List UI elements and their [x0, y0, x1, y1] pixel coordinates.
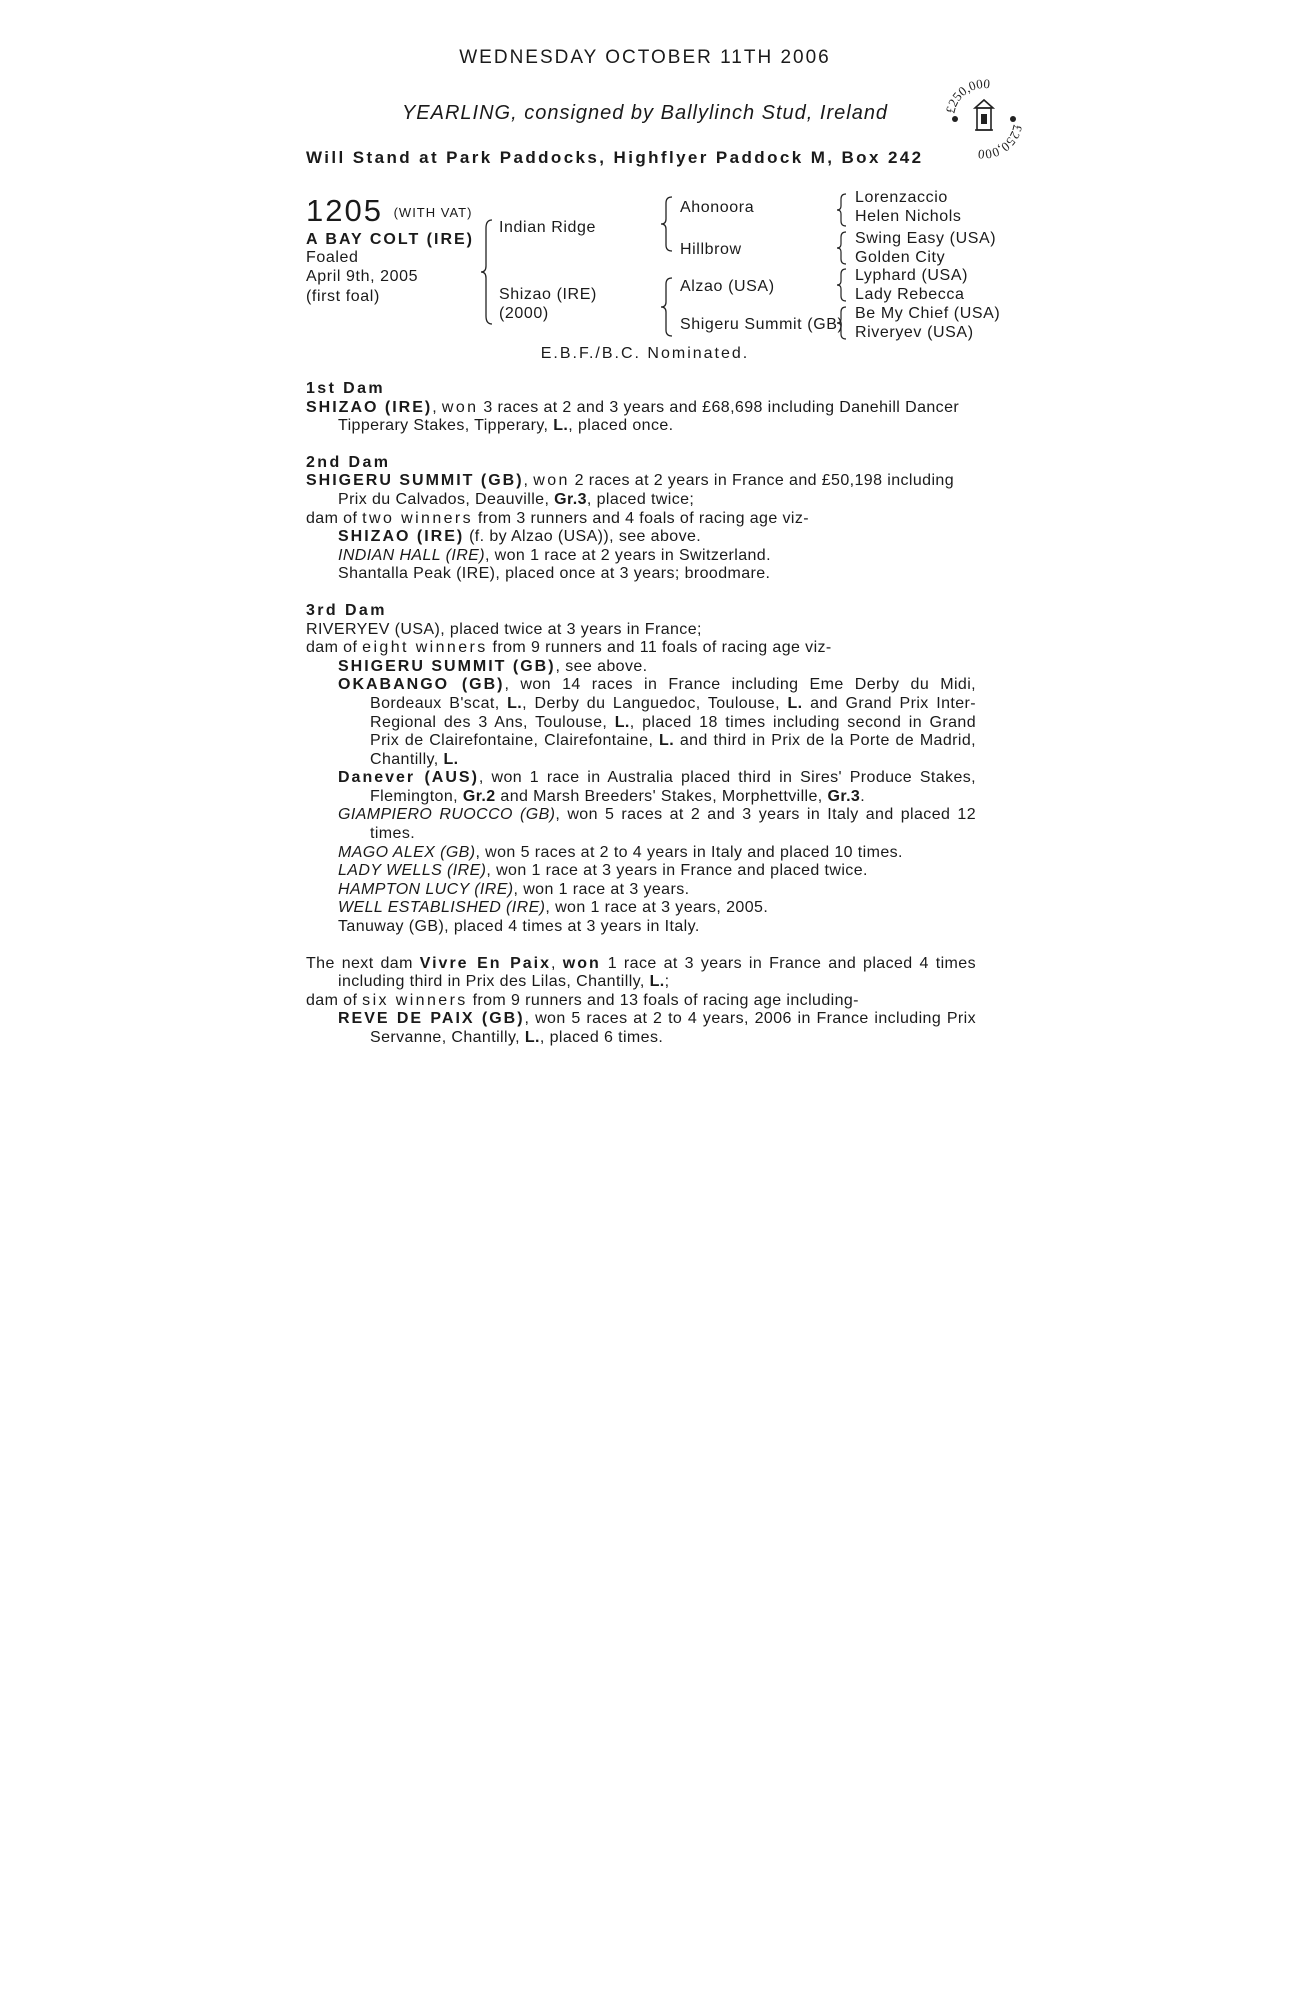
pedigree-g6: Lady Rebecca	[855, 286, 965, 303]
foaled-date: April 9th, 2005	[306, 268, 419, 285]
pedigree-brace-sire	[660, 195, 674, 253]
foaled-label: Foaled	[306, 249, 359, 266]
pedigree-dam-year: (2000)	[499, 305, 549, 322]
second-dam-text: 2 races at 2 years in France and £50,198 including Prix du Calvados, Deauville,	[338, 472, 954, 508]
second-dam-won: won	[533, 472, 570, 490]
third-dam-produce-9: Tanuway (GB), placed 4 times at 3 years in Italy.	[338, 918, 700, 936]
first-dam-record: SHIZAO (IRE), won 3 races at 2 and 3 years and £68,698 including Danehill Dancer Tipperary Stakes, Tipperary, L., placed once.	[306, 398, 960, 435]
next-dam-produce-1: REVE DE PAIX (GB), won 5 races at 2 to 4 years, 2006 in France including Prix Servanne, Chantilly, L., placed 6 times.	[338, 1010, 977, 1046]
catalogue-body	[306, 380, 976, 1048]
pedigree-brace-g2	[836, 230, 848, 266]
next-dam-record: The next dam Vivre En Paix, won 1 race at 3 years in France and placed 4 times including third in Prix des Lilas, Chantilly, L.;	[306, 954, 976, 991]
second-dam-grade: Gr.3	[554, 490, 587, 508]
pedigree-g1: Lorenzaccio	[855, 189, 948, 206]
second-dam-produce-1: SHIZAO (IRE) (f. by Alzao (USA)), see above.	[338, 528, 702, 546]
price-seal-stamp	[944, 70, 1024, 160]
pedigree-brace-g1	[836, 192, 848, 228]
first-dam-text: 3 races at 2 and 3 years and £68,698 including Danehill Dancer Tipperary Stakes, Tipperary,	[338, 398, 960, 435]
third-dam-produce-7: HAMPTON LUCY (IRE), won 1 race at 3 years.	[338, 880, 690, 898]
price-seal-icon	[944, 70, 1024, 160]
svg-text:£250,000	[977, 123, 1024, 160]
third-dam-produce-4: GIAMPIERO RUOCCO (GB), won 5 races at 2 and 3 years in Italy and placed 12 times.	[338, 806, 976, 843]
foal-note: (first foal)	[306, 288, 380, 305]
pedigree-sire-sire: Ahonoora	[680, 199, 755, 216]
pedigree-g8: Riveryev (USA)	[855, 324, 974, 341]
second-dam-winners: two winners	[362, 509, 474, 527]
seal-text-top: £250,000	[944, 75, 991, 115]
second-dam-tail: , placed twice;	[586, 490, 695, 508]
pedigree-g3: Swing Easy (USA)	[855, 230, 997, 247]
pedigree-sire-dam: Hillbrow	[680, 241, 742, 258]
pedigree-dam-dam: Shigeru Summit (GB)	[680, 316, 844, 333]
pedigree-dam-sire: Alzao (USA)	[680, 278, 775, 295]
second-dam-record: SHIGERU SUMMIT (GB), won 2 races at 2 years in France and £50,198 including Prix du Calvados, Deauville, Gr.3, placed twice;	[306, 472, 954, 508]
third-dam-produce-6: LADY WELLS (IRE), won 1 race at 3 years in France and placed twice.	[338, 862, 868, 880]
first-dam-won: won	[441, 398, 479, 416]
lot-number	[306, 193, 472, 229]
svg-text:£250,000	[944, 76, 991, 115]
sale-date: WEDNESDAY OCTOBER 11TH 2006	[459, 47, 831, 68]
second-dam-heading: 2nd Dam	[306, 453, 391, 471]
lot-number-value: 1205	[306, 193, 383, 228]
second-dam-produce-summary: dam of two winners from 3 runners and 4 foals of racing age viz-	[306, 509, 809, 527]
vat-note: (WITH VAT)	[393, 205, 473, 220]
third-dam-winners: eight winners	[362, 639, 488, 657]
pedigree-sire: Indian Ridge	[499, 219, 597, 236]
nomination-line: E.B.F./B.C. Nominated.	[540, 345, 750, 362]
seal-text-bottom: £250,000	[977, 123, 1024, 160]
pedigree-brace-g3	[836, 267, 848, 303]
first-dam-tail: , placed once.	[568, 417, 674, 435]
second-dam-name: SHIGERU SUMMIT (GB)	[306, 472, 524, 490]
stand-location: Will Stand at Park Paddocks, Highflyer Paddock M, Box 242	[306, 148, 924, 167]
first-dam-heading: 1st Dam	[306, 380, 386, 397]
third-dam-record: RIVERYEV (USA), placed twice at 3 years in France;	[306, 620, 702, 638]
third-dam-heading: 3rd Dam	[306, 601, 387, 619]
third-dam-produce-8: WELL ESTABLISHED (IRE), won 1 race at 3 years, 2005.	[338, 899, 769, 917]
pedigree-brace-dam	[660, 276, 674, 338]
third-dam-produce-5: MAGO ALEX (GB), won 5 races at 2 to 4 years in Italy and placed 10 times.	[338, 843, 903, 861]
second-dam-produce-2: INDIAN HALL (IRE), won 1 race at 2 years in Switzerland.	[338, 546, 771, 564]
first-dam-listed: L.	[553, 417, 569, 435]
third-dam-produce-summary: dam of eight winners from 9 runners and 11 foals of racing age viz-	[306, 639, 832, 657]
next-dam-produce-summary: dam of six winners from 9 runners and 13 foals of racing age including-	[306, 991, 859, 1009]
third-dam-produce-2: OKABANGO (GB), won 14 races in France including Eme Derby du Midi, Bordeaux B'scat, L., Derby du Languedoc, Toulouse, L. and Grand Prix Inter-Regional des 3 Ans, Toulouse, L., placed 18 times including second in Grand Prix de Clairefontaine, Clairefontaine, L. and third in Prix de la Porte de Madrid, Chantilly, L.	[338, 676, 977, 768]
pedigree-g4: Golden City	[855, 249, 946, 266]
pedigree-dam: Shizao (IRE)	[499, 286, 597, 303]
next-dam-name: Vivre En Paix	[419, 954, 551, 972]
pedigree-brace-main	[480, 218, 494, 326]
second-dam-produce-3: Shantalla Peak (IRE), placed once at 3 years; broodmare.	[338, 565, 771, 583]
horse-description: A BAY COLT (IRE)	[306, 231, 475, 248]
pedigree-g7: Be My Chief (USA)	[855, 305, 1001, 322]
third-dam-produce-1: SHIGERU SUMMIT (GB), see above.	[338, 657, 648, 675]
consignment-line: YEARLING, consigned by Ballylinch Stud, Ireland	[401, 102, 889, 124]
pedigree-g2: Helen Nichols	[855, 208, 962, 225]
pedigree-g5: Lyphard (USA)	[855, 267, 969, 284]
third-dam-produce-3: Danever (AUS), won 1 race in Australia placed third in Sires' Produce Stakes, Flemington, Gr.2 and Marsh Breeders' Stakes, Morphettville, Gr.3.	[338, 769, 977, 805]
first-dam-name: SHIZAO (IRE)	[306, 398, 433, 416]
pedigree-brace-g4	[836, 305, 848, 341]
